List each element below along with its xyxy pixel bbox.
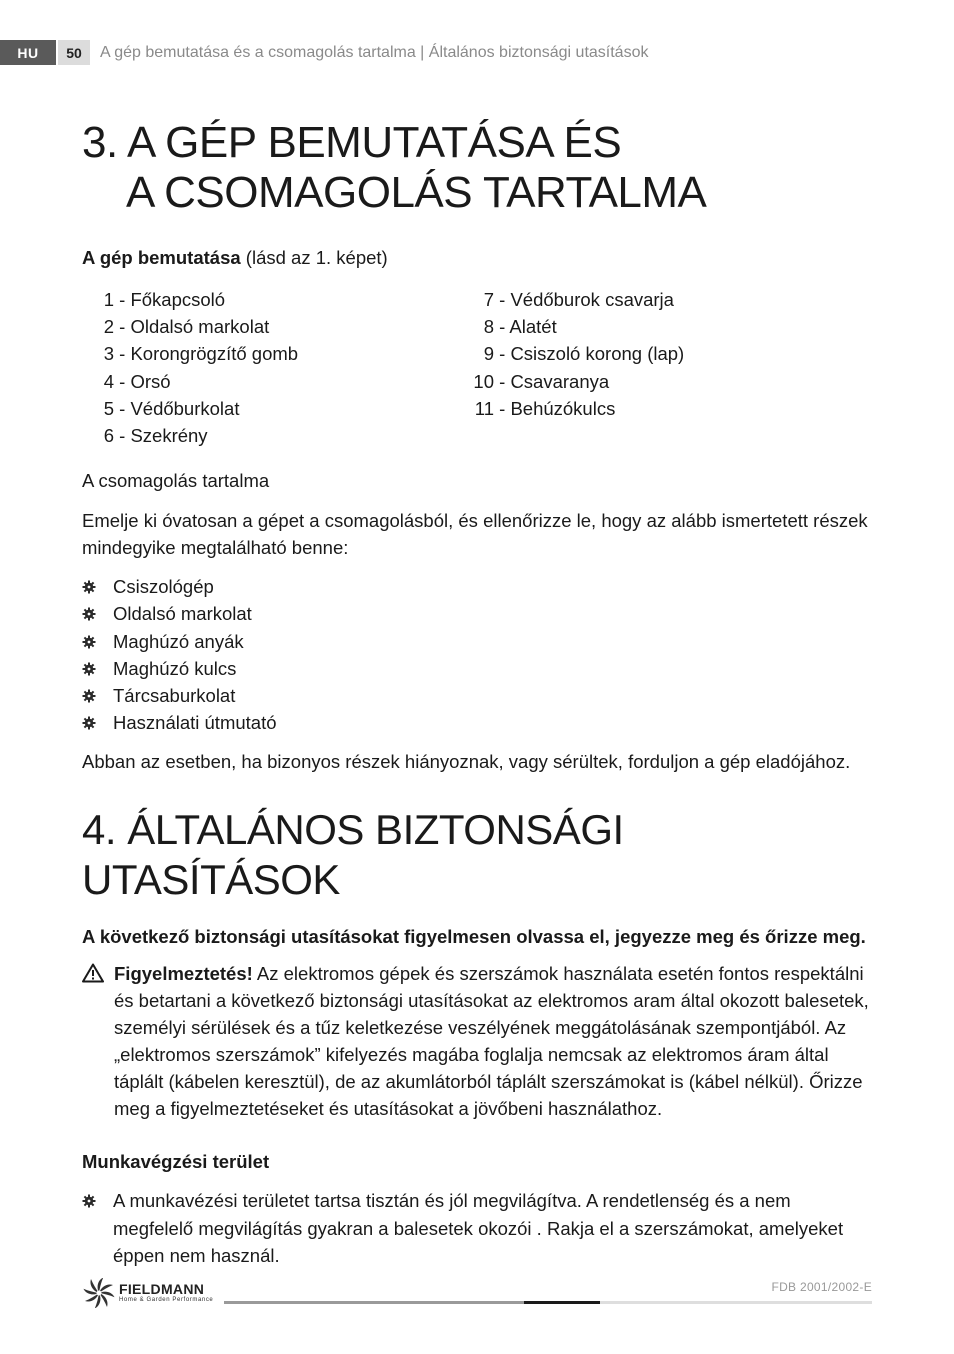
list-item-text: Maghúzó kulcs — [113, 657, 237, 679]
list-item — [82, 573, 872, 600]
part-item — [84, 313, 464, 340]
package-intro: Emelje ki óvatosan a gépet a csomagolásból, és ellenőrizze le, hogy az alább ismertetett részek mindegyike megtalálható benne: — [82, 510, 868, 559]
warning-body: Az elektromos gépek és szerszámok használata esetén fontos respektálni és betartani a következő biztonsági utasításokat az elektromos aram által okozott balesetek, személyi sérülések és a tűz keletkezése veszélyének meggátolásának szempontjából. Az „elektromos szerszámok” kifelyezés magába foglalja nemcsak az elektromos áram által táplált (kábelen keresztül), de az akumlátorból táplált szerszámokat is (kábel nélkül). Őrizze meg a figyelmeztetéseket és utasításokat a jövőbeni használathoz. — [114, 963, 869, 1120]
part-number: 2 — [103, 316, 114, 338]
page-content — [82, 118, 872, 1269]
language-badge: HU — [0, 40, 56, 65]
part-number: 9 — [483, 343, 494, 365]
part-number: 4 — [103, 370, 114, 392]
part-label: - Csiszoló korong (lap) — [494, 343, 685, 365]
part-label: - Oldalsó markolat — [114, 316, 270, 338]
list-item — [82, 655, 872, 682]
parts-list — [82, 286, 872, 449]
part-label: - Főkapcsoló — [114, 289, 226, 310]
page-number: 50 — [58, 40, 90, 65]
part-label: - Alatét — [494, 316, 557, 338]
footer-rule-1 — [224, 1301, 524, 1304]
part-number: 10 — [473, 370, 494, 392]
work-area-heading: Munkavégzési terület — [82, 1151, 270, 1173]
part-number: 5 — [103, 397, 114, 419]
section-3-title — [82, 118, 872, 218]
section-3-title-line-1: 3. A GÉP BEMUTATÁSA ÉS — [82, 118, 622, 167]
warning-block — [82, 960, 872, 1122]
list-item — [82, 682, 872, 709]
machine-intro — [82, 246, 872, 270]
section-4-title: 4. ÁLTALÁNOS BIZTONSÁGI UTASÍTÁSOK — [82, 806, 624, 904]
list-item-text: Használati útmutató — [113, 712, 277, 734]
machine-intro-bold: A gép bemutatása — [82, 247, 241, 268]
list-item-text: A munkavézési területet tartsa tisztán és jól megvilágítva. A rendetlenség és a nem megfelelő megvilágítás gyakran a balesetek okozói . Rakja el a szerszámokat, amelyeket éppen nem használ. — [113, 1190, 844, 1266]
part-number: 8 — [483, 316, 494, 338]
gear-bullet-icon — [82, 1194, 96, 1208]
warning-text — [114, 960, 872, 1122]
fan-logo-icon — [82, 1278, 116, 1308]
footer-rule-3 — [524, 1301, 600, 1304]
part-item — [464, 313, 864, 340]
part-label: - Csavaranya — [494, 370, 610, 392]
part-item — [464, 395, 864, 422]
brand-name: FIELDMANN — [119, 1281, 205, 1297]
brand-tagline: Home & Garden Performance — [119, 1297, 214, 1303]
warning-triangle-icon — [82, 963, 104, 983]
list-item-text: Tárcsaburkolat — [113, 685, 236, 707]
gear-bullet-icon — [82, 716, 96, 730]
part-label: - Védőburkolat — [114, 397, 240, 419]
list-item — [82, 1187, 872, 1269]
safety-lead: A következő biztonsági utasításokat figyelmesen olvassa el, jegyezze meg és őrizze meg. — [82, 926, 866, 948]
list-item-text: Maghúzó anyák — [113, 630, 244, 652]
warning-label: Figyelmeztetés! — [114, 963, 253, 985]
parts-column-right — [464, 286, 864, 449]
part-number: 6 — [103, 425, 114, 447]
part-number: 7 — [483, 289, 494, 310]
part-label: - Korongrögzítő gomb — [114, 343, 299, 365]
gear-bullet-icon — [82, 635, 96, 649]
part-item — [464, 286, 864, 313]
gear-bullet-icon — [82, 662, 96, 676]
machine-intro-rest: (lásd az 1. képet) — [240, 247, 388, 268]
part-item — [84, 422, 464, 449]
part-item — [84, 395, 464, 422]
list-item — [82, 600, 872, 627]
gear-bullet-icon — [82, 689, 96, 703]
gear-bullet-icon — [82, 607, 96, 621]
part-number: 3 — [103, 343, 114, 365]
part-label: - Védőburok csavarja — [494, 289, 674, 310]
work-area-list — [82, 1187, 872, 1269]
part-item — [464, 368, 864, 395]
part-label: - Behúzókulcs — [494, 397, 616, 419]
part-number: 1 — [103, 289, 114, 310]
part-item — [84, 340, 464, 367]
page-footer — [82, 1276, 872, 1310]
part-item — [84, 368, 464, 395]
part-label: - Orsó — [114, 370, 171, 392]
list-item — [82, 709, 872, 736]
model-number: FDB 2001/2002-E — [771, 1280, 872, 1294]
package-heading: A csomagolás tartalma — [82, 470, 270, 492]
list-item — [82, 628, 872, 655]
page-header — [0, 40, 648, 65]
part-label: - Szekrény — [114, 425, 208, 447]
header-title: A gép bemutatása és a csomagolás tartalma | Általános biztonsági utasítások — [100, 43, 649, 61]
section-3-title-line-2: A CSOMAGOLÁS TARTALMA — [126, 168, 707, 217]
gear-bullet-icon — [82, 580, 96, 594]
missing-parts-note: Abban az esetben, ha bizonyos részek hiányoznak, vagy sérültek, forduljon a gép eladójához. — [82, 751, 851, 773]
footer-rule-4 — [600, 1301, 872, 1304]
list-item-text: Oldalsó markolat — [113, 603, 252, 625]
list-item-text: Csiszológép — [113, 576, 214, 598]
parts-column-left — [82, 286, 464, 449]
package-items-list — [82, 573, 872, 736]
brand-logo — [82, 1278, 213, 1308]
part-item — [464, 340, 864, 367]
part-item — [84, 286, 464, 313]
part-number: 11 — [474, 397, 494, 419]
